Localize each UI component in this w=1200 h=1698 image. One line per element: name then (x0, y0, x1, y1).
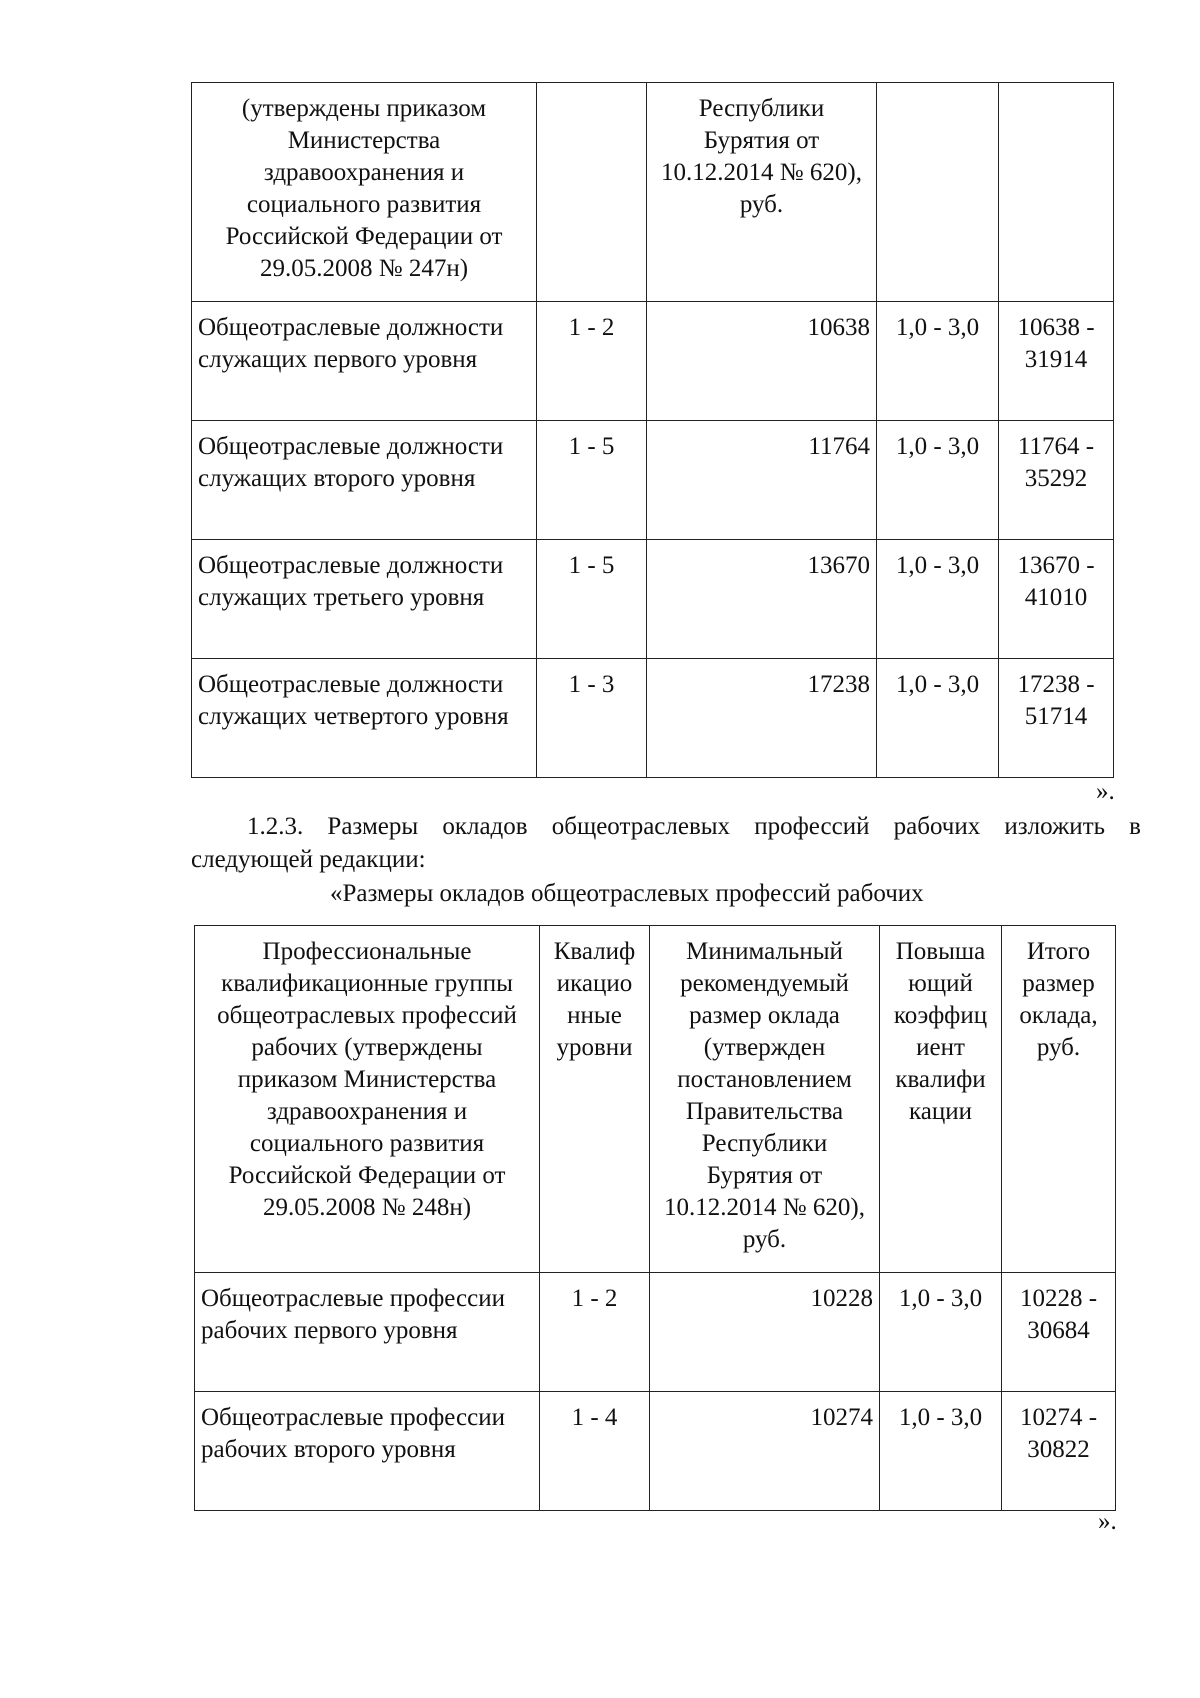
header-cell-total (999, 83, 1114, 302)
cell-total: 10274 - 30822 (1002, 1392, 1116, 1511)
closing-quote: ». (1096, 778, 1115, 805)
header-cell-coef (877, 83, 999, 302)
cell-coef: 1,0 - 3,0 (880, 1392, 1002, 1511)
closing-quote: ». (1098, 1508, 1117, 1535)
table-row (192, 659, 1114, 778)
table-row (192, 540, 1114, 659)
cell-salary: 13670 (647, 540, 877, 659)
cell-coef: 1,0 - 3,0 (877, 421, 999, 540)
header-cell-group: Профессиональные квалификационные группы общеотраслевых профессий рабочих (утверждены приказом Министерства здравоохранения и социального развития Российской Федерации от 29.05.2008 № 248н) (195, 926, 540, 1273)
cell-total: 11764 - 35292 (999, 421, 1114, 540)
header-cell-total: Итого размер оклада, руб. (1002, 926, 1116, 1273)
header-cell-levels (537, 83, 647, 302)
cell-group: Общеотраслевые профессии рабочих первого уровня (195, 1273, 540, 1392)
cell-levels: 1 - 5 (537, 540, 647, 659)
cell-coef: 1,0 - 3,0 (877, 302, 999, 421)
table-row (195, 1273, 1116, 1392)
table-header-continuation (192, 83, 1114, 302)
cell-group: Общеотраслевые должности служащих второго уровня (192, 421, 537, 540)
header-cell-salary: Минимальный рекомендуемый размер оклада (утвержден постановлением Правительства Республики Бурятия от 10.12.2014 № 620), руб. (650, 926, 880, 1273)
header-cell-salary: Республики Бурятия от 10.12.2014 № 620), руб. (647, 83, 877, 302)
cell-group: Общеотраслевые должности служащих первого уровня (192, 302, 537, 421)
cell-total: 10638 - 31914 (999, 302, 1114, 421)
cell-group: Общеотраслевые должности служащих четвертого уровня (192, 659, 537, 778)
cell-salary: 10274 (650, 1392, 880, 1511)
cell-total: 13670 - 41010 (999, 540, 1114, 659)
cell-levels: 1 - 2 (537, 302, 647, 421)
cell-levels: 1 - 4 (540, 1392, 650, 1511)
cell-salary: 10228 (650, 1273, 880, 1392)
table-title: «Размеры окладов общеотраслевых профессий рабочих (330, 880, 924, 907)
cell-group: Общеотраслевые профессии рабочих второго уровня (195, 1392, 540, 1511)
table-row (195, 1392, 1116, 1511)
cell-levels: 1 - 5 (537, 421, 647, 540)
header-cell-group: (утверждены приказом Министерства здравоохранения и социального развития Российской Федерации от 29.05.2008 № 247н) (192, 83, 537, 302)
cell-total: 17238 - 51714 (999, 659, 1114, 778)
cell-levels: 1 - 2 (540, 1273, 650, 1392)
cell-total: 10228 - 30684 (1002, 1273, 1116, 1392)
header-cell-levels: Квалиф икацио нные уровни (540, 926, 650, 1273)
salary-table-employees (191, 82, 1114, 778)
table-row (192, 421, 1114, 540)
cell-coef: 1,0 - 3,0 (877, 540, 999, 659)
cell-group: Общеотраслевые должности служащих третьего уровня (192, 540, 537, 659)
header-cell-coef: Повыша ющий коэффиц иент квалифи кации (880, 926, 1002, 1273)
table-header (195, 926, 1116, 1273)
paragraph-line: 1.2.3. Размеры окладов общеотраслевых профессий рабочих изложить в (247, 813, 1141, 840)
cell-salary: 17238 (647, 659, 877, 778)
cell-salary: 11764 (647, 421, 877, 540)
cell-levels: 1 - 3 (537, 659, 647, 778)
paragraph-line: следующей редакции: (191, 846, 426, 873)
salary-table-workers (194, 925, 1116, 1511)
paragraph-1-2-3 (191, 810, 1141, 876)
cell-coef: 1,0 - 3,0 (880, 1273, 1002, 1392)
table-row (192, 302, 1114, 421)
cell-coef: 1,0 - 3,0 (877, 659, 999, 778)
cell-salary: 10638 (647, 302, 877, 421)
